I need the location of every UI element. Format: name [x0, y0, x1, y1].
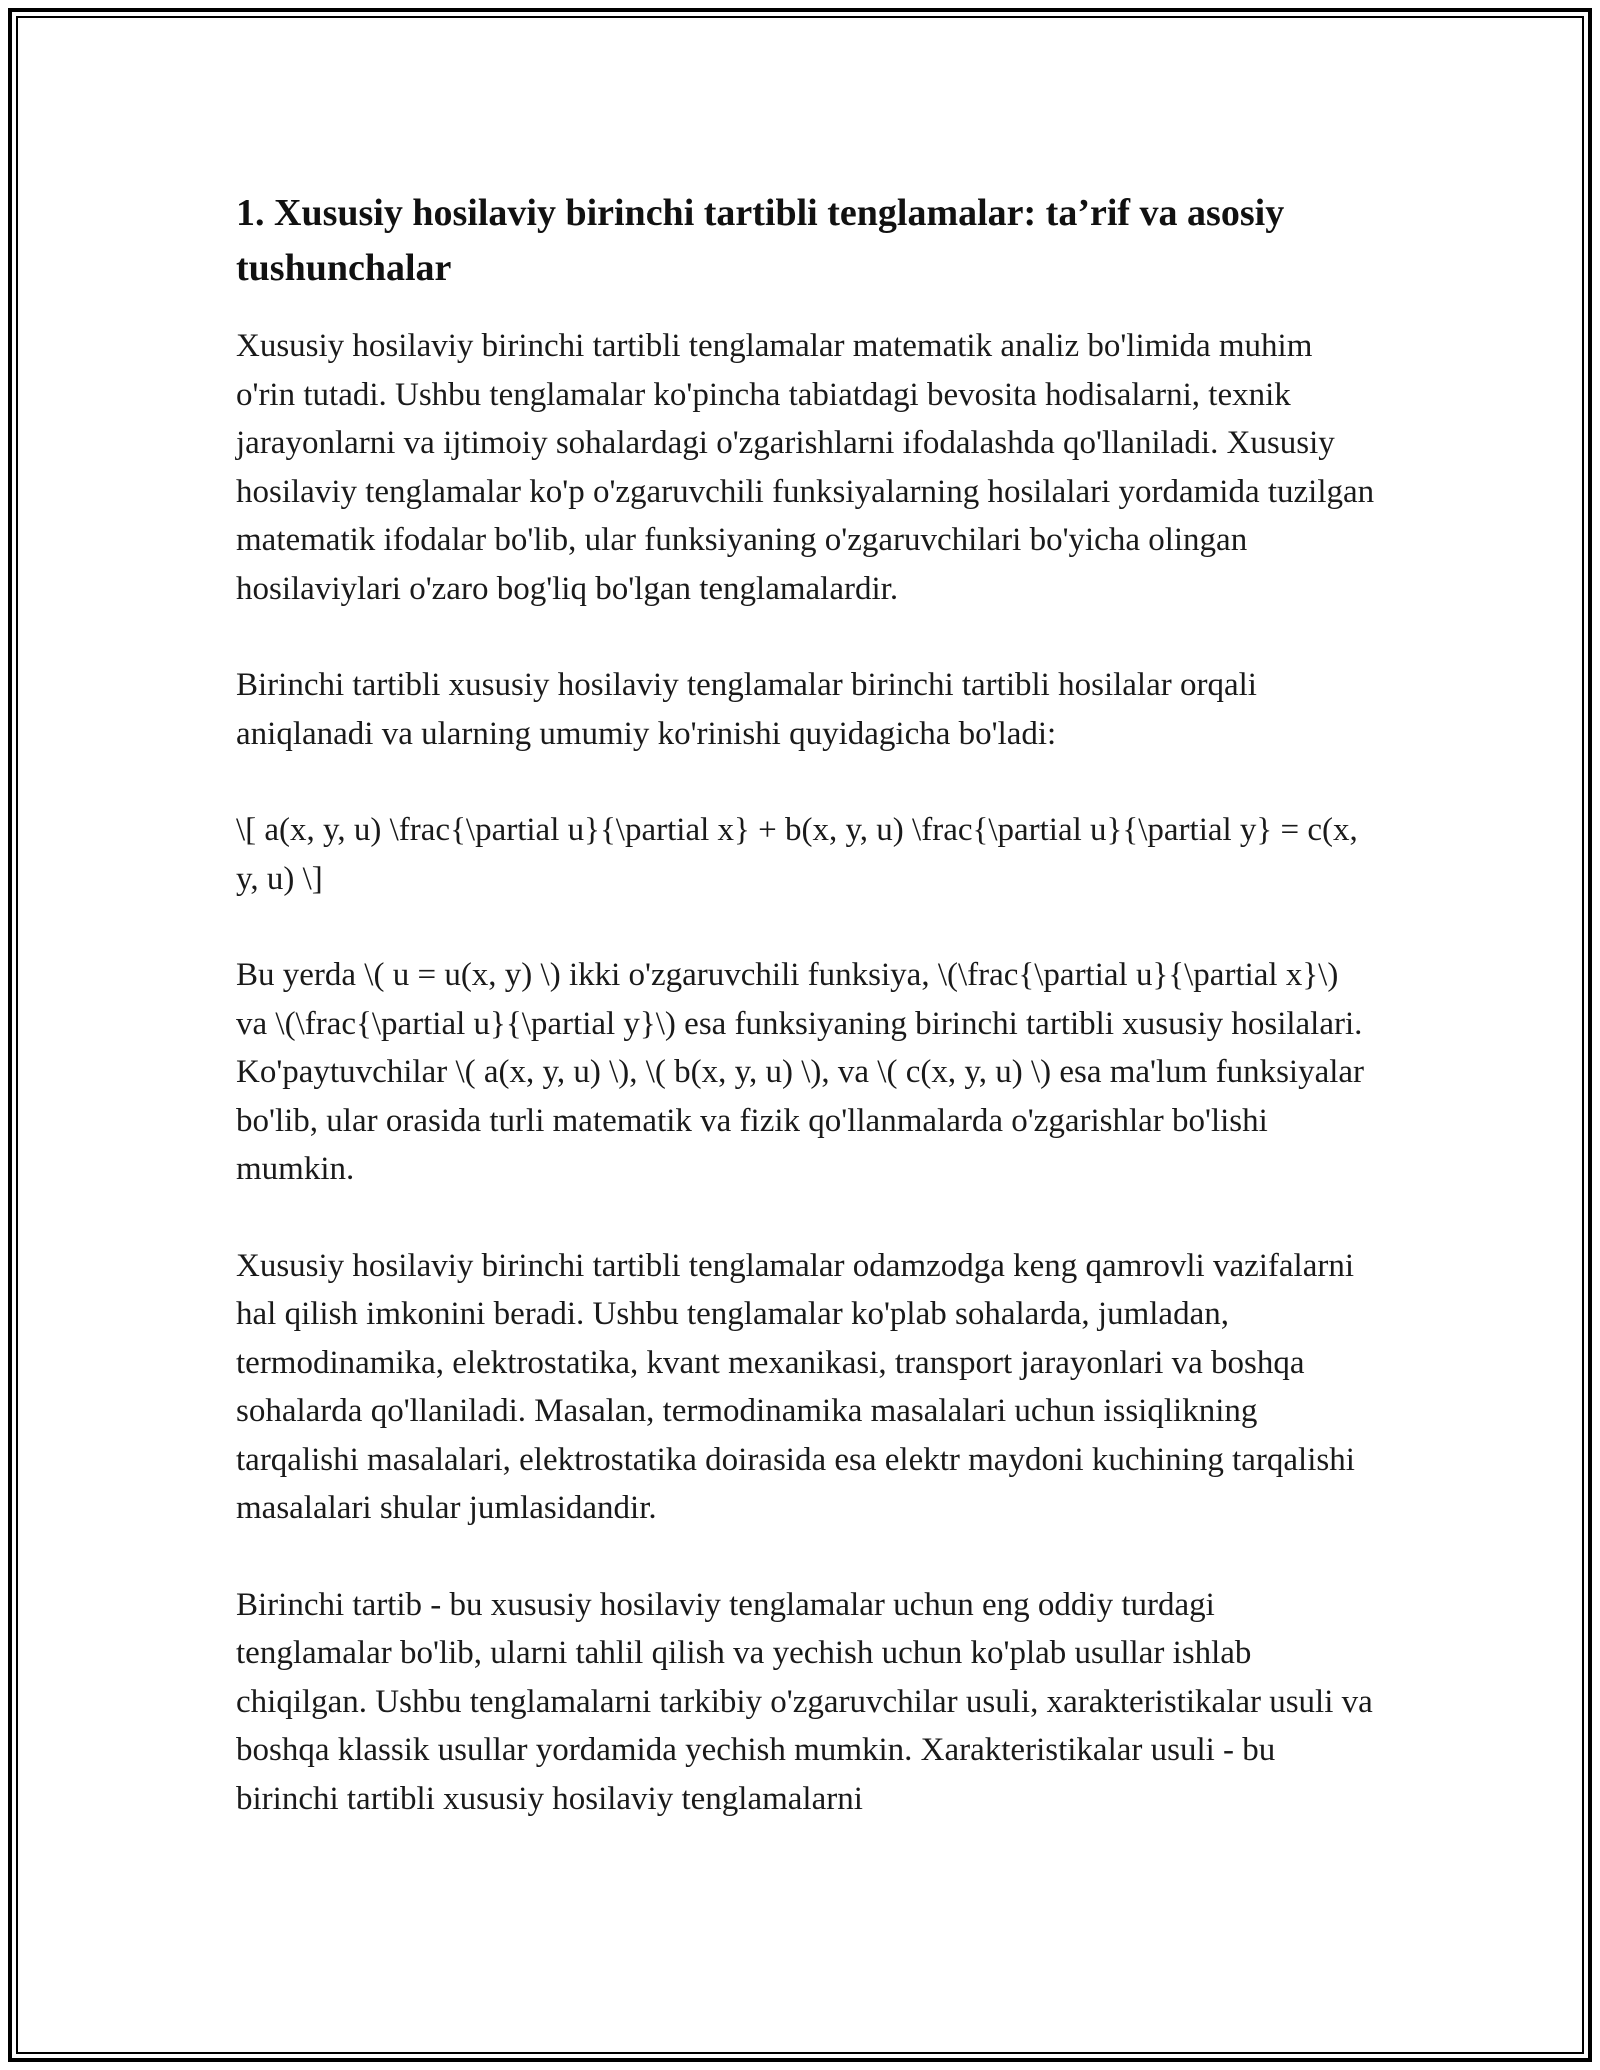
section-heading: 1. Xususiy hosilaviy birinchi tartibli tenglamalar: ta’rif va asosiy tushunchalar [236, 192, 1285, 289]
equation-latex: \[ a(x, y, u) \frac{\partial u}{\partial x} + b(x, y, u) \frac{\partial u}{\partial y} = c(x, y, u) \] [236, 812, 1358, 897]
paragraph-methods: Birinchi tartib - bu xususiy hosilaviy tenglamalar uchun eng oddiy turdagi tenglamalar bo'lib, ularni tahlil qilish va yechish uchun ko'plab usullar ishlab chiqilgan. Ushbu tenglamalarni tarkibiy o'zgaruvchilar usuli, xarakteristikalar usuli va boshqa klassik usullar yordamida yechish mumkin. Xarakteristikalar usuli - bu birinchi tartibli xususiy hosilaviy tenglamalarni [236, 1586, 1373, 1817]
paragraph-definitions: Bu yerda \( u = u(x, y) \) ikki o'zgaruvchili funksiya, \(\frac{\partial u}{\partial x}\) va \(\frac{\partial u}{\partial y}\) esa funksiyaning birinchi tartibli xususiy hosilalari. Ko'paytuvchilar \( a(x, y, u) \), \( b(x, y, u) \), va \( c(x, y, u) \) esa ma'lum funksiyalar bo'lib, ular orasida turli matematik va fizik qo'llanmalarda o'zgarishlar bo'lishi mumkin. [236, 957, 1365, 1187]
paragraph-intro: Xususiy hosilaviy birinchi tartibli tenglamalar matematik analiz bo'limida muhim o'rin tutadi. Ushbu tenglamalar ko'pincha tabiatdagi bevosita hodisalarni, texnik jarayonlarni va ijtimoiy sohalardagi o'zgarishlarni ifodalashda qo'llaniladi. Xususiy hosilaviy tenglamalar ko'p o'zgaruvchili funksiyalarning hosilalari yordamida tuzilgan matematik ifodalar bo'lib, ular funksiyaning o'zgaruvchilari bo'yicha olingan hosilaviylari o'zaro bog'liq bo'lgan tenglamalardir. [236, 328, 1375, 607]
paragraph-applications: Xususiy hosilaviy birinchi tartibli tenglamalar odamzodga keng qamrovli vazifalarni hal qilish imkonini beradi. Ushbu tenglamalar ko'plab sohalarda, jumladan, termodinamika, elektrostatika, kvant mexanikasi, transport jarayonlari va boshqa sohalarda qo'llaniladi. Masalan, termodinamika masalalari uchun issiqlikning tarqalishi masalalari, elektrostatika doirasida esa elektr maydoni kuchining tarqalishi masalalari shular jumlasidandir. [236, 1247, 1355, 1526]
paragraph-general-form: Birinchi tartibli xususiy hosilaviy tenglamalar birinchi tartibli hosilalar orqali aniqlanadi va ularning umumiy ko'rinishi quyidagicha bo'ladi: [236, 667, 1257, 752]
page-content [236, 186, 1376, 1871]
